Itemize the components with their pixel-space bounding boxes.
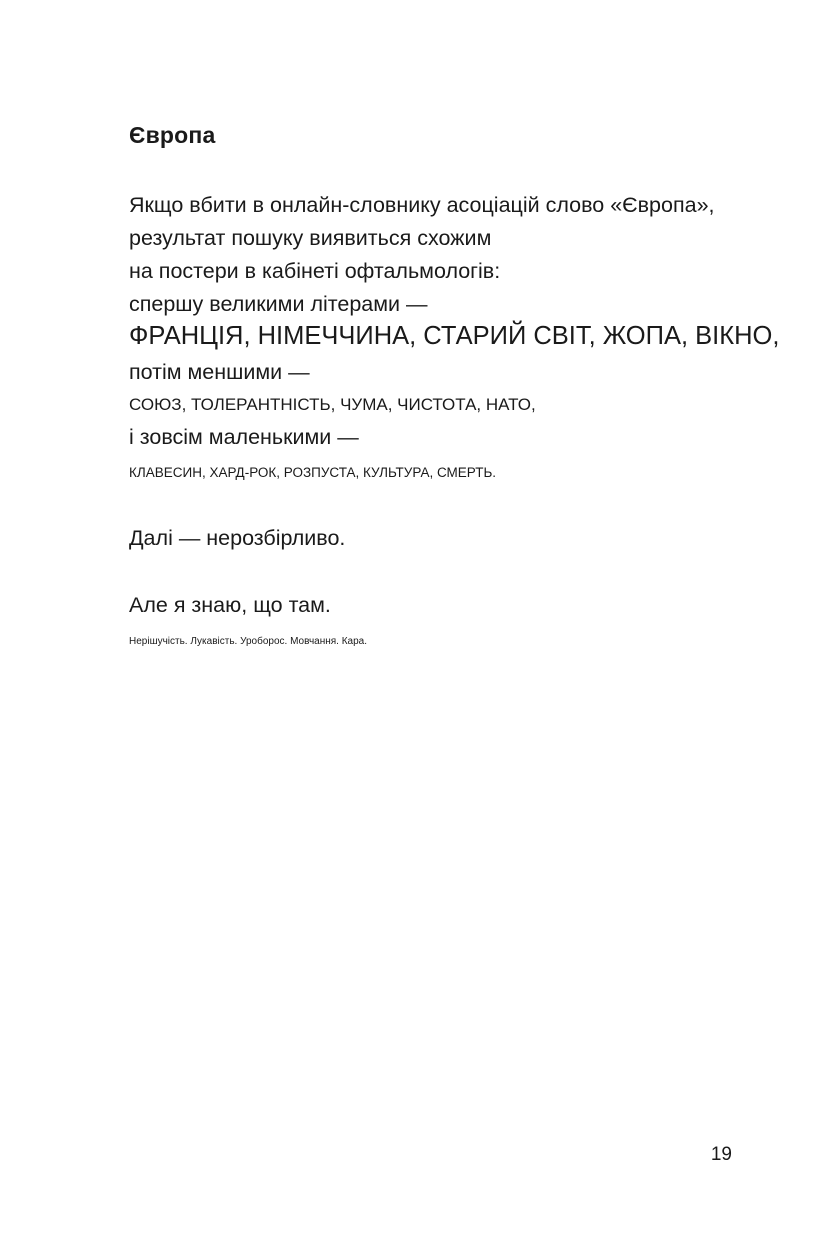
small-caps-line: КЛАВЕСИН, ХАРД-РОК, РОЗПУСТА, КУЛЬТУРА, СМЕРТЬ.: [129, 465, 497, 480]
text-line-1: Якщо вбити в онлайн-словнику асоціацій слово «Європа»,: [129, 193, 715, 217]
medium-caps-line: СОЮЗ, ТОЛЕРАНТНІСТЬ, ЧУМА, ЧИСТОТА, НАТО,: [129, 395, 536, 414]
page-number: 19: [710, 1144, 732, 1165]
text-line-10: Далі — нерозбірливо.: [129, 526, 346, 550]
text-line-3: на постери в кабінеті офтальмологів:: [129, 259, 501, 283]
text-line-8: і зовсім маленькими —: [129, 425, 359, 449]
page-title: Європа: [129, 122, 216, 148]
text-line-11: Але я знаю, що там.: [129, 593, 331, 617]
text-line-4: спершу великими літерами —: [129, 292, 428, 316]
text-line-6: потім меншими —: [129, 360, 310, 384]
text-line-2: результат пошуку виявиться схожим: [129, 226, 492, 250]
tiny-text-line: Нерішучість. Лукавість. Уроборос. Мовчання. Кара.: [129, 636, 368, 647]
large-caps-line: ФРАНЦІЯ, НІМЕЧЧИНА, СТАРИЙ СВІТ, ЖОПА, ВІКНО,: [129, 322, 780, 350]
